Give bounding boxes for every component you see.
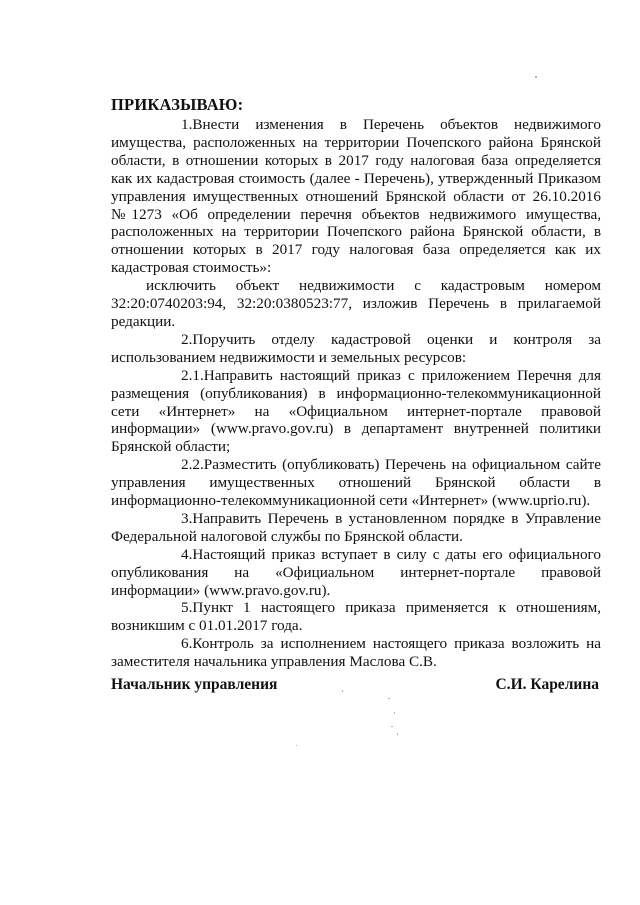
item-2-2-text: Разместить (опубликовать) Перечень на официальном сайте управления имущественных отношений Брянской области в информационно-телекоммуникационной сети «Интернет» (www.uprio.ru).	[111, 456, 601, 510]
scan-speck	[397, 733, 398, 735]
scan-speck	[394, 712, 395, 714]
item-3-number: 3.	[181, 509, 193, 527]
item-2-2	[111, 456, 601, 510]
order-body	[111, 116, 601, 671]
item-5	[111, 599, 601, 635]
item-2-1	[111, 367, 601, 457]
item-2-1-text: Направить настоящий приказ с приложением Перечня для размещения (опубликования) в информационно-телекоммуникационной сети «Интернет» на «Официальном интернет-портале правовой информации» (www.pravo.gov.ru) в департамент внутренней политики Брянской области;	[111, 366, 601, 456]
item-4-number: 4.	[181, 545, 193, 563]
item-5-number: 5.	[181, 599, 193, 617]
item-6-number: 6.	[181, 635, 193, 653]
scan-speck	[342, 690, 343, 692]
item-6-text: Контроль за исполнением настоящего приказа возложить на заместителя начальника управления Маслова С.В.	[111, 635, 601, 671]
signer-title: Начальник управления	[111, 676, 278, 693]
item-2-1-number: 2.1.	[181, 366, 204, 384]
item-2-number: 2.	[181, 330, 193, 348]
item-2-2-number: 2.2.	[181, 456, 204, 474]
scan-speck	[535, 76, 537, 78]
item-5-text: Пункт 1 настоящего приказа применяется к отношениям, возникшим с 01.01.2017 года.	[111, 599, 601, 635]
item-1-continuation: исключить объект недвижимости с кадастровым номером 32:20:0740203:94, 32:20:0380523:77, изложив Перечень в прилагаемой редакции.	[111, 277, 601, 330]
item-1-text: Внести изменения в Перечень объектов недвижимого имущества, расположенных на территории Почепского района Брянской области, в отношении которых в 2017 году налоговая база определяется как их кадастровая стоимость (далее - Перечень), утвержденный Приказом управления имущественных отношений Брянской области от 26.10.2016 №1273 «Об определении перечня объектов недвижимого имущества, расположенных на территории Почепского района Брянской области, в отношении которых в 2017 году налоговая база определяется как их кадастровая стоимость»:	[111, 116, 601, 277]
item-4	[111, 546, 601, 600]
scan-speck	[391, 726, 393, 727]
item-1-number: 1.	[181, 116, 193, 133]
order-heading: ПРИКАЗЫВАЮ:	[111, 95, 244, 114]
item-2	[111, 331, 601, 367]
scan-speck	[296, 745, 297, 746]
item-6	[111, 635, 601, 671]
item-2-text: Поручить отделу кадастровой оценки и контроля за использованием недвижимости и земельных ресурсов:	[111, 330, 601, 366]
signer-name: С.И. Карелина	[495, 676, 599, 693]
item-1	[111, 116, 601, 277]
item-4-text: Настоящий приказ вступает в силу с даты его официального опубликования на «Официальном интернет-портале правовой информации» (www.pravo.gov.ru).	[111, 545, 601, 599]
item-3-text: Направить Перечень в установленном порядке в Управление Федеральной налоговой службы по Брянской области.	[111, 509, 601, 545]
item-3	[111, 510, 601, 546]
scan-speck	[388, 698, 390, 699]
